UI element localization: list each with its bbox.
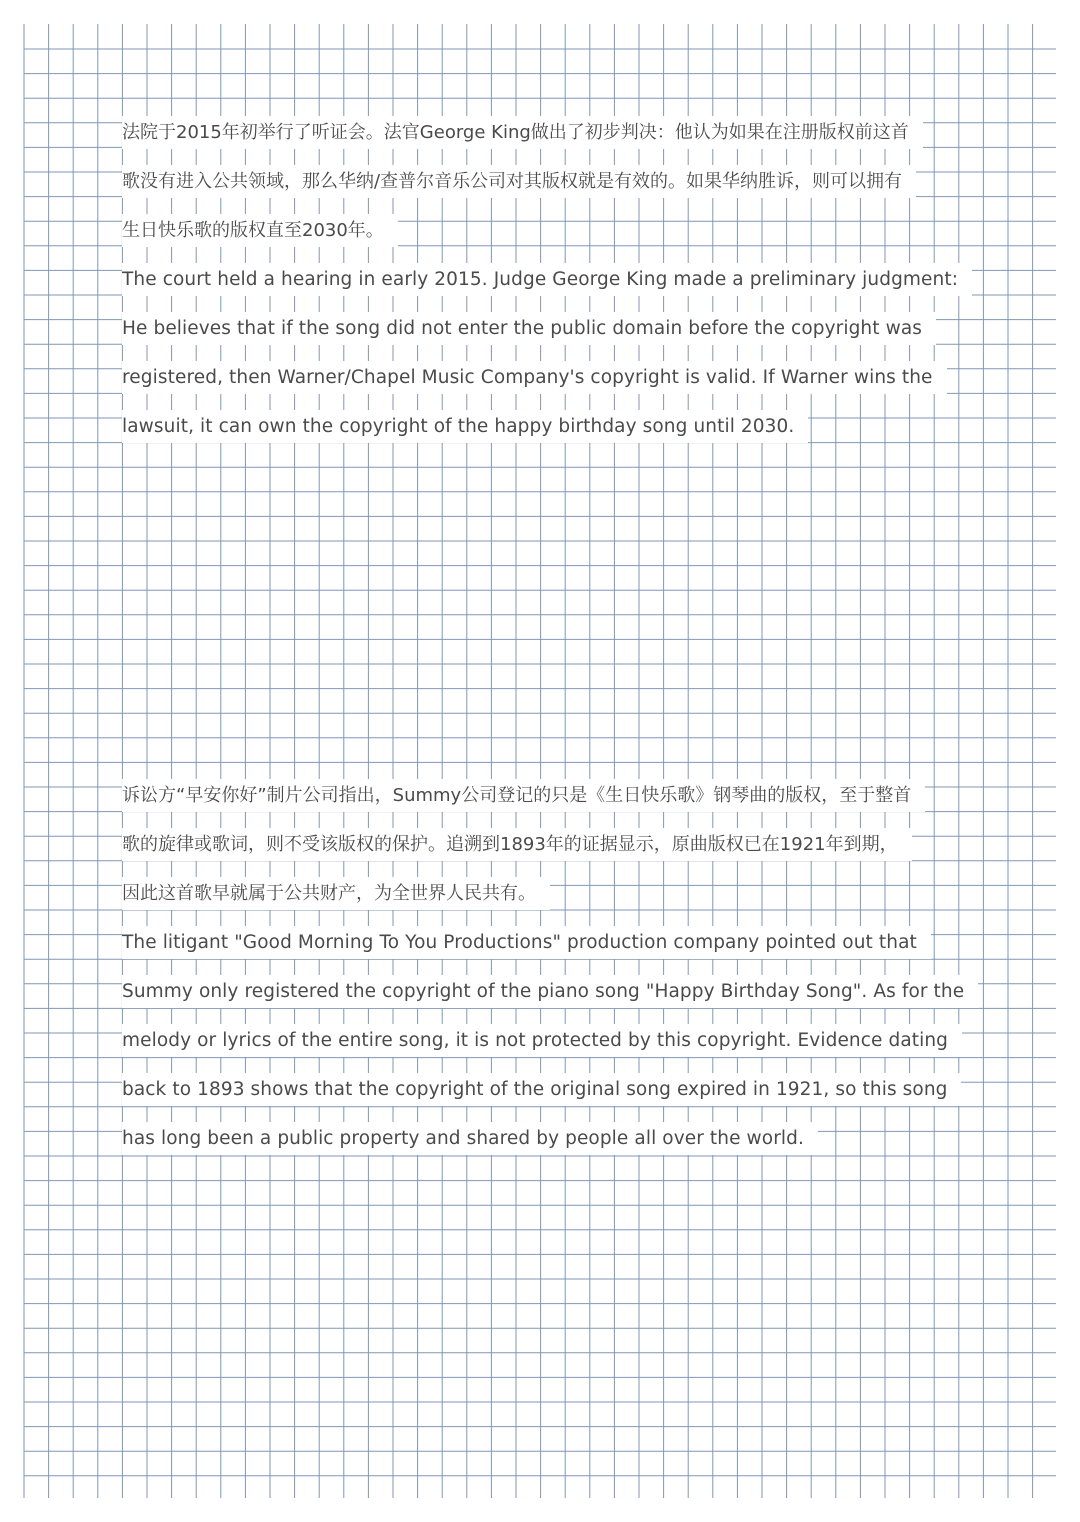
text-line: The court held a hearing in early 2015. Judge George King made a preliminary judgment: <box>122 263 972 296</box>
text-line: lawsuit, it can own the copyright of the happy birthday song until 2030. <box>122 410 808 443</box>
section2-chinese-paragraph <box>122 779 925 926</box>
text-line: The litigant "Good Morning To You Productions" production company pointed out that <box>122 926 931 959</box>
text-line: 歌没有进入公共领域，那么华纳/查普尔音乐公司对其版权就是有效的。如果华纳胜诉，则可以拥有 <box>122 165 916 198</box>
text-line: 歌的旋律或歌词，则不受该版权的保护。追溯到1893年的证据显示，原曲版权已在1921年到期， <box>122 828 912 861</box>
section1-english-paragraph <box>122 263 972 459</box>
section2-english-paragraph <box>122 926 978 1171</box>
text-line: melody or lyrics of the entire song, it is not protected by this copyright. Evidence dating <box>122 1024 962 1057</box>
text-line: 因此这首歌早就属于公共财产，为全世界人民共有。 <box>122 877 550 910</box>
text-line: Summy only registered the copyright of the piano song "Happy Birthday Song". As for the <box>122 975 978 1008</box>
text-line: has long been a public property and shared by people all over the world. <box>122 1122 818 1155</box>
text-line: 生日快乐歌的版权直至2030年。 <box>122 214 398 247</box>
text-line: registered, then Warner/Chapel Music Company's copyright is valid. If Warner wins the <box>122 361 947 394</box>
text-line: back to 1893 shows that the copyright of the original song expired in 1921, so this song <box>122 1073 961 1106</box>
text-line: 法院于2015年初举行了听证会。法官George King做出了初步判决：他认为如果在注册版权前这首 <box>122 116 923 149</box>
text-line: He believes that if the song did not enter the public domain before the copyright was <box>122 312 936 345</box>
section1-chinese-paragraph <box>122 116 923 263</box>
text-line: 诉讼方“早安你好”制片公司指出，Summy公司登记的只是《生日快乐歌》钢琴曲的版权，至于整首 <box>122 779 925 812</box>
